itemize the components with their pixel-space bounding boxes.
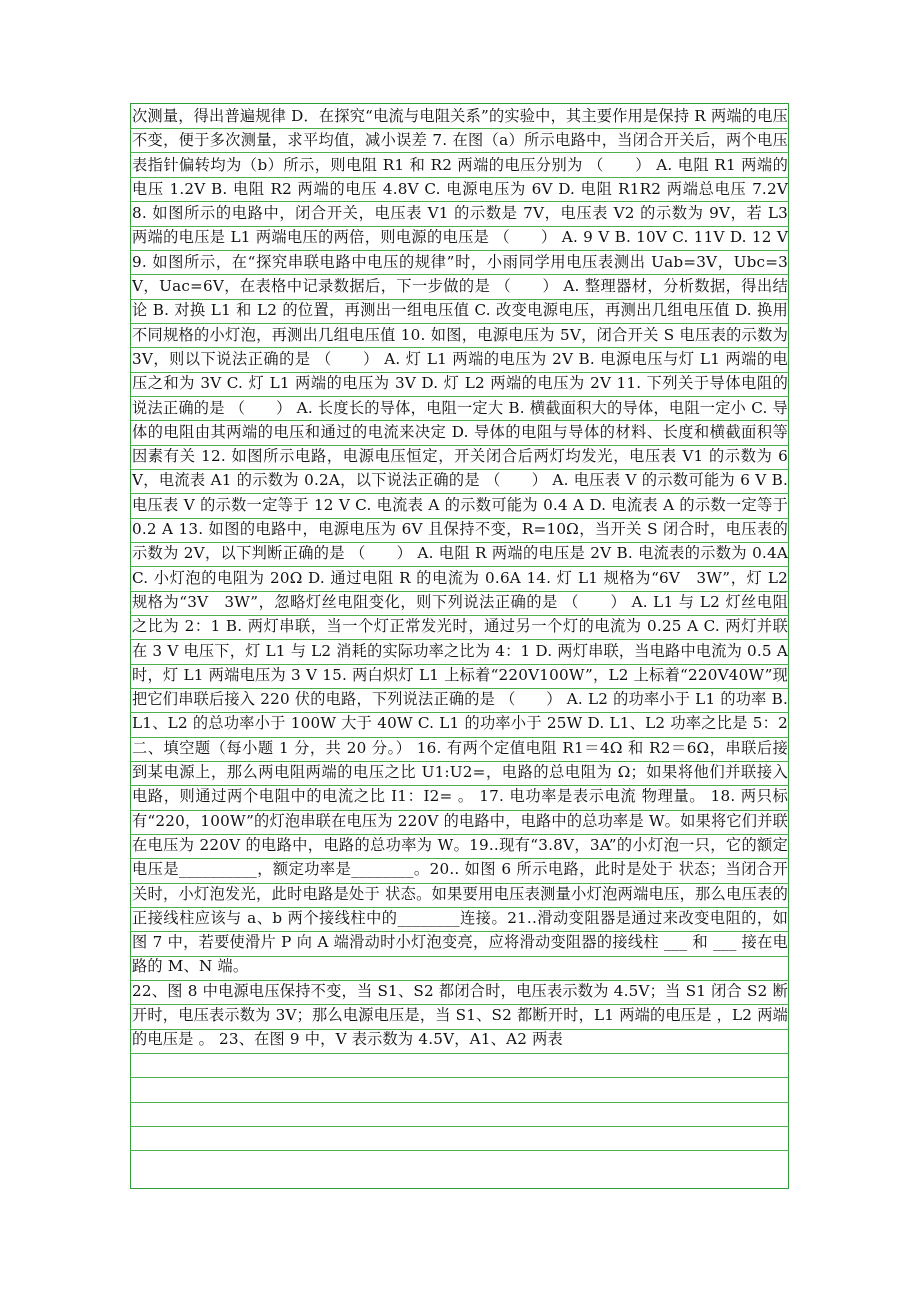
paragraph: 次测量，得出普遍规律 D．在探究“电流与电阻关系”的实验中，其主要作用是保持 R 两端的电压不变，便于多次测量，求平均值，减小误差 7. 在图（a）所示电路中，当闭合开关后，两个电压表指针偏转均为（b）所示，则电阻 R1 和 R2 两端的电压分别为 （ ） A. 电阻 R1 两端的电压 1.2V B. 电阻 R2 两端的电压 4.8V C. 电源电压为 6V D. 电阻 R1R2 两端总电压 7.2V 8. 如图所示的电路中，闭合开关，电压表 V1 的示数是 7V，电压表 V2 的示数为 9V，若 L3 两端的电压是 L1 两端电压的两倍，则电源的电压是 （ ） A. 9 V B. 10V C. 11V D. 12 V 9. 如图所示，在“探究串联电路中电压的规律”时，小雨同学用电压表测出 Uab=3V，Ubc=3V，Uac=6V，在表格中记录数据后，下一步做的是 （ ） A. 整理器材，分析数据，得出结论 B. 对换 L1 和 L2 的位置，再测出一组电压值 C. 改变电源电压，再测出几组电压值 D. 换用不同规格的小灯泡，再测出几组电压值 10. 如图，电源电压为 5V，闭合开关 S 电压表的示数为 3V，则以下说法正确的是 （ ） A. 灯 L1 两端的电压为 2V B. 电源电压与灯 L1 两端的电压之和为 3V C. 灯 L1 两端的电压为 3V D. 灯 L2 两端的电压为 2V 11. 下列关于导体电阻的说法正确的是 （ ） A. 长度长的导体，电阻一定大 B. 横截面积大的导体，电阻一定小 C. 导体的电阻由其两端的电压和通过的电流来决定 D. 导体的电阻与导体的材料、长度和横截面积等因素有关 12. 如图所示电路，电源电压恒定，开关闭合后两灯均发光，电压表 V1 的示数为 6V，电流表 A1 的示数为 0.2A，以下说法正确的是 （ ） A. 电压表 V 的示数可能为 6 V B. 电压表 V 的示数一定等于 12 V C. 电流表 A 的示数可能为 0.4 A D. 电流表 A 的示数一定等于 0.2 A 13. 如图的电路中，电源电压为 6V 且保持不变，R=10Ω，当开关 S 闭合时，电压表的示数为 2V，以下判断正确的是 （ ） A. 电阻 R 两端的电压是 2V B. 电流表的示数为 0.4A C. 小灯泡的电阻为 20Ω D. 通过电阻 R 的电流为 0.6A 14. 灯 L1 规格为“6V 3W”，灯 L2 规格为“3V 3W”，忽略灯丝电阻变化，则下列说法正确的是 （ ） A. L1 与 L2 灯丝电阻之比为 2：1 B. 两灯串联，当一个灯正常发光时，通过另一个灯的电流为 0.25 A C. 两灯并联在 3 V 电压下，灯 L1 与 L2 消耗的实际功率之比为 4：1 D. 两灯串联，当电路中电流为 0.5 A 时，灯 L1 两端电压为 3 V 15. 两白炽灯 L1 上标着“220V100W”，L2 上标着“220V40W”现把它们串联后接入 220 伏的电路，下列说法正确的是 （ ） A. L2 的功率小于 L1 的功率 B. L1、L2 的总功率小于 100W 大于 40W C. L1 的功率小于 25W D. L1、L2 功率之比是 5：2 二、填空题（每小题 1 分，共 20 分。） 16. 有两个定值电阻 R1＝4Ω 和 R2＝6Ω，串联后接到某电源上，那么两电阻两端的电压之比 U1:U2=，电路的总电阻为 Ω；如果将他们并联接入电路，则通过两个电阻中的电流之比 I1：I2= 。 17. 电功率是表示电流 物理量。 18. 两只标有“220，100W”的灯泡串联在电压为 220V 的电路中，电路中的总功率是 W。如果将它们并联在电压为 220V 的电路中，电路的总功率为 W。19..现有“3.8V，3A”的小灯泡一只，它的额定电压是__________，额定功率是________。20.. 如图 6 所示电路，此时是处于 状态；当闭合开关时，小灯泡发光，此时电路是处于 状态。如果要用电压表测量小灯泡两端电压，那么电压表的正接线柱应该与 a、b 两个接线柱中的________连接。21..滑动变阻器是通过来改变电阻的，如图 7 中，若要使滑片 P 向 A 端滑动时小灯泡变亮，应将滑动变阻器的接线柱 ___ 和 ___ 接在电路的 M、N 端。 [132, 107, 788, 976]
document-body [132, 104, 788, 1052]
grid-line [130, 1053, 789, 1054]
grid-line [130, 1126, 789, 1127]
grid-line [130, 1102, 789, 1103]
grid-line [130, 1077, 789, 1078]
paragraph: 22、图 8 中电源电压保持不变，当 S1、S2 都闭合时，电压表示数为 4.5V；当 S1 闭合 S2 断开时，电压表示数为 3V；那么电源电压是，当 S1、S2 都断开时，L1 两端的电压是 ，L2 两端的电压是 。 23、在图 9 中，V 表示数为 4.5V，A1、A2 两表 [132, 981, 788, 1049]
grid-line [130, 1150, 789, 1151]
